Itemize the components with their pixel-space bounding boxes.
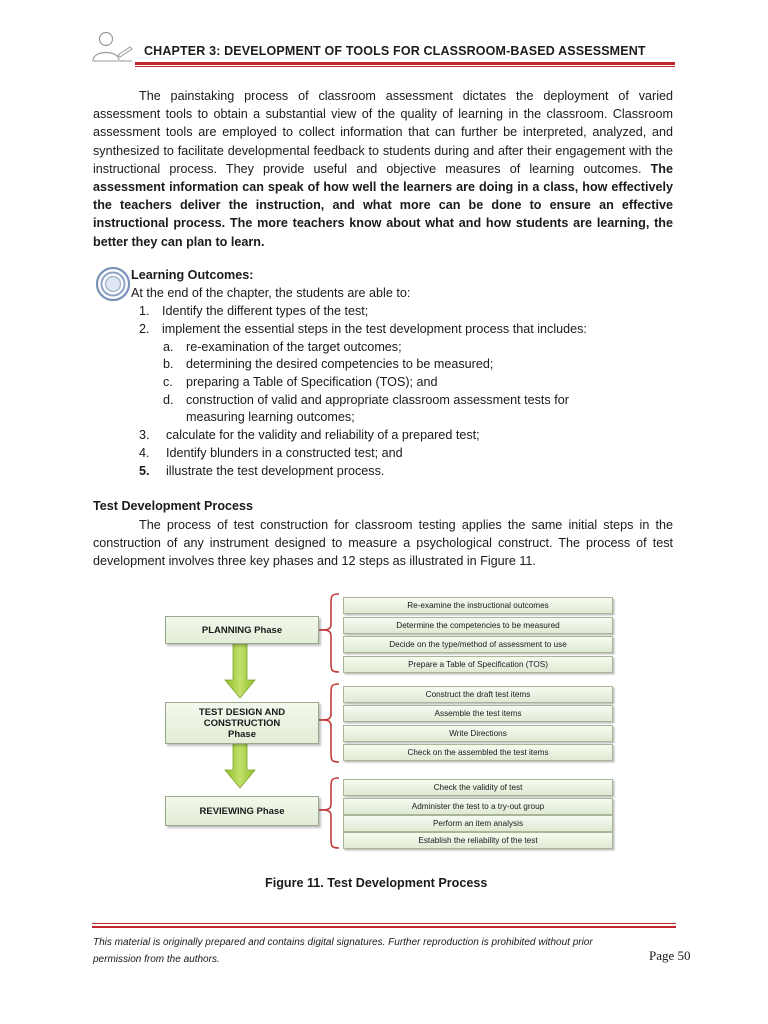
- step-box: Check the validity of test: [343, 779, 613, 796]
- footer-note-line: permission from the authors.: [93, 954, 220, 965]
- bracket-planning: [319, 594, 339, 672]
- footer-rule: [92, 926, 676, 928]
- chapter-title: CHAPTER 3: DEVELOPMENT OF TOOLS FOR CLASSROOM-BASED ASSESSMENT: [144, 44, 646, 58]
- intro-paragraph: [93, 87, 673, 251]
- step-box: Check on the assembled the test items: [343, 744, 613, 761]
- step-box: Assemble the test items: [343, 705, 613, 722]
- footer-rule-thin: [92, 923, 676, 924]
- section-title: Test Development Process: [93, 499, 254, 513]
- outcome-number: 3.: [139, 428, 150, 442]
- target-rings-icon: [95, 266, 131, 302]
- step-box: Decide on the type/method of assessment to use: [343, 636, 613, 653]
- footer-note-line: This material is originally prepared and contains digital signatures. Further reproduction is prohibited without prior: [93, 937, 593, 948]
- intro-text: The painstaking process of classroom assessment dictates the deployment of varied assessment tools to obtain a substantial view of the quality of learning in the classroom. Classroom assessment tools are employed to collect information that can further be interpreted, analyzed, and synthesized to facilitate developmental feedback to students during and after their engagement with the instructional process. They provide useful and objective measures of learning outcomes.: [93, 89, 673, 176]
- step-box: Determine the competencies to be measured: [343, 617, 613, 634]
- user-pen-icon: [88, 30, 134, 64]
- arrow-down-2: [225, 742, 255, 788]
- outcome-subletter: a.: [163, 340, 174, 354]
- step-box: Construct the draft test items: [343, 686, 613, 703]
- outcome-subletter: d.: [163, 393, 174, 407]
- outcome-item: Identify the different types of the test;: [162, 304, 369, 318]
- learning-outcomes-title: Learning Outcomes:: [131, 268, 254, 282]
- outcome-subletter: b.: [163, 357, 174, 371]
- outcome-subitem: determining the desired competencies to be measured;: [186, 357, 494, 371]
- bracket-reviewing: [319, 778, 339, 848]
- phase-test-design: [165, 702, 319, 744]
- phase-label-line: Phase: [228, 728, 256, 740]
- outcome-number: 2.: [139, 322, 150, 336]
- arrow-down-1: [225, 642, 255, 698]
- outcome-subitem: construction of valid and appropriate classroom assessment tests for: [186, 393, 569, 407]
- outcome-number: 4.: [139, 446, 150, 460]
- test-development-diagram: [165, 590, 615, 850]
- learning-outcomes-intro: At the end of the chapter, the students are able to:: [131, 286, 411, 300]
- bracket-design: [319, 684, 339, 762]
- outcome-item: Identify blunders in a constructed test; and: [166, 446, 403, 460]
- phase-label-line: CONSTRUCTION: [203, 717, 281, 729]
- step-box: Administer the test to a try-out group: [343, 798, 613, 815]
- step-box: Perform an item analysis: [343, 815, 613, 832]
- test-development-text: The process of test construction for classroom testing applies the same initial steps in the construction of any instrument designed to measure a psychological construct. The process of test development involves three key phases and 12 steps as illustrated in Figure 11.: [93, 518, 673, 569]
- step-box: Re-examine the instructional outcomes: [343, 597, 613, 614]
- footer-note: [93, 934, 633, 968]
- header-rule-thin: [135, 66, 675, 67]
- header-rule: [135, 62, 675, 65]
- step-box: Establish the reliability of the test: [343, 832, 613, 849]
- intro-text-bold: The assessment information can speak of how well the learners are doing in a class, how effectively the teachers deliver the instruction, and what more can be done to ensure an effective instructional process. The more teachers know about what and how students are learning, the better they can plan to learn.: [93, 161, 673, 249]
- outcome-subitem: preparing a Table of Specification (TOS); and: [186, 375, 438, 389]
- outcome-subletter: c.: [163, 375, 173, 389]
- figure-caption: Figure 11. Test Development Process: [265, 876, 488, 890]
- outcome-number: 1.: [139, 304, 150, 318]
- page-number: Page 50: [649, 948, 691, 963]
- outcome-subitem-continued: measuring learning outcomes;: [186, 410, 355, 424]
- phase-label-line: TEST DESIGN AND: [198, 706, 286, 718]
- phase-reviewing: REVIEWING Phase: [165, 796, 319, 826]
- outcome-item: calculate for the validity and reliability of a prepared test;: [166, 428, 480, 442]
- step-box: Write Directions: [343, 725, 613, 742]
- phase-planning: PLANNING Phase: [165, 616, 319, 644]
- step-box: Prepare a Table of Specification (TOS): [343, 656, 613, 673]
- test-development-paragraph: [93, 516, 673, 571]
- outcome-item: implement the essential steps in the test development process that includes:: [162, 322, 587, 336]
- outcome-item: illustrate the test development process.: [166, 464, 385, 478]
- outcome-number: 5.: [139, 464, 150, 478]
- outcome-subitem: re-examination of the target outcomes;: [186, 340, 402, 354]
